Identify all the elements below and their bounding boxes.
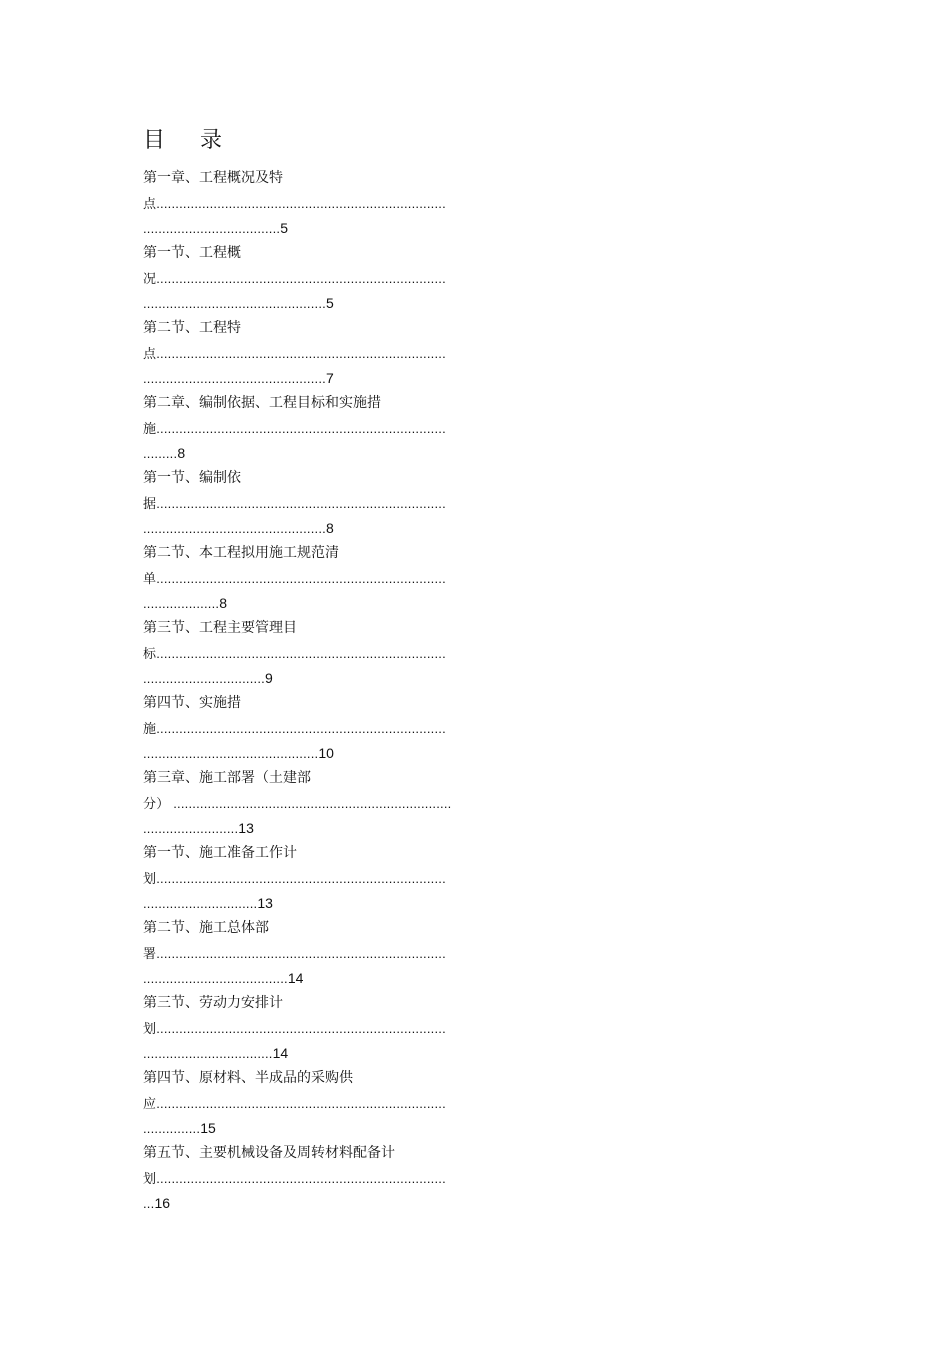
toc-entry-leader: 分） .........................................................................	[143, 796, 452, 811]
toc-entry[interactable]	[143, 391, 503, 466]
toc-entry-leader-tail: ................................................	[143, 296, 326, 311]
toc-entry-page-line	[143, 591, 503, 616]
toc-entry-page-line	[143, 441, 503, 466]
toc-entry-leader: 单............................................................................	[143, 571, 446, 586]
toc-entry-heading: 第三节、劳动力安排计	[143, 995, 283, 1011]
toc-entry[interactable]	[143, 1141, 503, 1216]
toc-entry-leader: 点............................................................................	[143, 346, 446, 361]
toc-entry-leader-tail: ..................................	[143, 1046, 273, 1061]
toc-entry-heading: 第四节、原材料、半成品的采购供	[143, 1070, 353, 1086]
toc-entry-page-number: 5	[325, 295, 334, 311]
toc-entry-page-line	[143, 741, 503, 766]
toc-entry[interactable]	[143, 1066, 503, 1141]
toc-entry-page-line	[143, 1191, 503, 1216]
toc-entry-heading: 第一章、工程概况及特	[143, 170, 283, 186]
toc-entry-heading: 第三节、工程主要管理目	[143, 620, 297, 636]
toc-entry[interactable]	[143, 766, 503, 841]
toc-entry-page-number: 14	[287, 970, 304, 986]
toc-entry-heading: 第五节、主要机械设备及周转材料配备计	[143, 1145, 395, 1161]
toc-entry-leader-tail: ................................	[143, 671, 265, 686]
toc-entry-leader: 况............................................................................	[143, 271, 446, 286]
toc-entry-page-line	[143, 1116, 503, 1141]
toc-entry[interactable]	[143, 916, 503, 991]
toc-entry-leader-tail: ..............................................	[143, 746, 319, 761]
toc-entry-heading: 第一节、工程概	[143, 245, 241, 261]
toc-entry-leader-tail: ....................	[143, 596, 220, 611]
toc-entry-page-line	[143, 891, 503, 916]
toc-entry-heading: 第二节、工程特	[143, 320, 241, 336]
toc-entry-page-number: 10	[318, 745, 334, 761]
toc-entry-leader-tail: ................................................	[143, 521, 326, 536]
toc-entry[interactable]	[143, 166, 503, 241]
toc-entry[interactable]	[143, 541, 503, 616]
toc-entry-leader: 划............................................................................	[143, 871, 446, 886]
toc-entry-page-number: 14	[272, 1045, 289, 1061]
toc-entry-page-line	[143, 516, 503, 541]
toc-entry-page-number: 9	[264, 670, 273, 686]
toc-entry-heading: 第四节、实施措	[143, 695, 241, 711]
toc-entry-heading: 第一节、编制依	[143, 470, 241, 486]
toc-entry-leader-tail: ................................................	[143, 371, 326, 386]
toc-entry-heading: 第一节、施工准备工作计	[143, 845, 297, 861]
toc-entry[interactable]	[143, 316, 503, 391]
toc-entry-page-number: 7	[325, 370, 334, 386]
toc-entry-leader: 据............................................................................	[143, 496, 446, 511]
toc-entry-page-number: 8	[177, 445, 186, 461]
toc-entry-heading: 第二章、编制依据、工程目标和实施措	[143, 395, 381, 411]
toc-entry-leader: 应............................................................................	[143, 1096, 446, 1111]
toc-entry[interactable]	[143, 841, 503, 916]
toc-entry[interactable]	[143, 616, 503, 691]
toc-entry-heading: 第二节、施工总体部	[143, 920, 269, 936]
toc-entry-page-line	[143, 366, 503, 391]
toc-entry-page-number: 5	[280, 220, 289, 236]
toc-entry[interactable]	[143, 241, 503, 316]
toc-title: 目 录	[143, 128, 236, 153]
toc-list	[143, 166, 503, 1216]
toc-entry-page-number: 13	[257, 895, 273, 911]
toc-entry[interactable]	[143, 691, 503, 766]
toc-entry-page-line	[143, 216, 503, 241]
toc-entry-leader-tail: ..............................	[143, 896, 258, 911]
toc-entry-leader: 署............................................................................	[143, 946, 446, 961]
toc-entry-page-line	[143, 666, 503, 691]
toc-entry-page-number: 16	[154, 1195, 171, 1211]
toc-entry-page-number: 15	[200, 1120, 216, 1136]
toc-entry-leader: 划............................................................................	[143, 1021, 446, 1036]
toc-entry-leader: 施............................................................................	[143, 721, 446, 736]
toc-entry-heading: 第三章、施工部署（土建部	[143, 770, 311, 786]
toc-entry[interactable]	[143, 466, 503, 541]
toc-entry-page-number: 8	[325, 520, 334, 536]
toc-entry-page-line	[143, 1041, 503, 1066]
toc-entry-leader-tail: ...............	[143, 1121, 201, 1136]
toc-entry-page-line	[143, 291, 503, 316]
toc-entry-leader-tail: ....................................	[143, 221, 281, 236]
toc-entry-page-number: 13	[238, 820, 254, 836]
toc-entry-page-line	[143, 816, 503, 841]
toc-entry-page-line	[143, 966, 503, 991]
toc-entry-leader-tail: ......................................	[143, 971, 288, 986]
toc-entry-leader: 划............................................................................	[143, 1171, 446, 1186]
toc-entry-leader-tail: ...	[143, 1196, 155, 1211]
toc-entry[interactable]	[143, 991, 503, 1066]
toc-entry-leader: 点............................................................................	[143, 196, 446, 211]
toc-entry-leader: 标............................................................................	[143, 646, 446, 661]
toc-entry-leader: 施............................................................................	[143, 421, 446, 436]
toc-entry-page-number: 8	[219, 595, 228, 611]
toc-entry-heading: 第二节、本工程拟用施工规范清	[143, 545, 339, 561]
toc-entry-leader-tail: .........................	[143, 821, 239, 836]
toc-entry-leader-tail: .........	[143, 446, 178, 461]
